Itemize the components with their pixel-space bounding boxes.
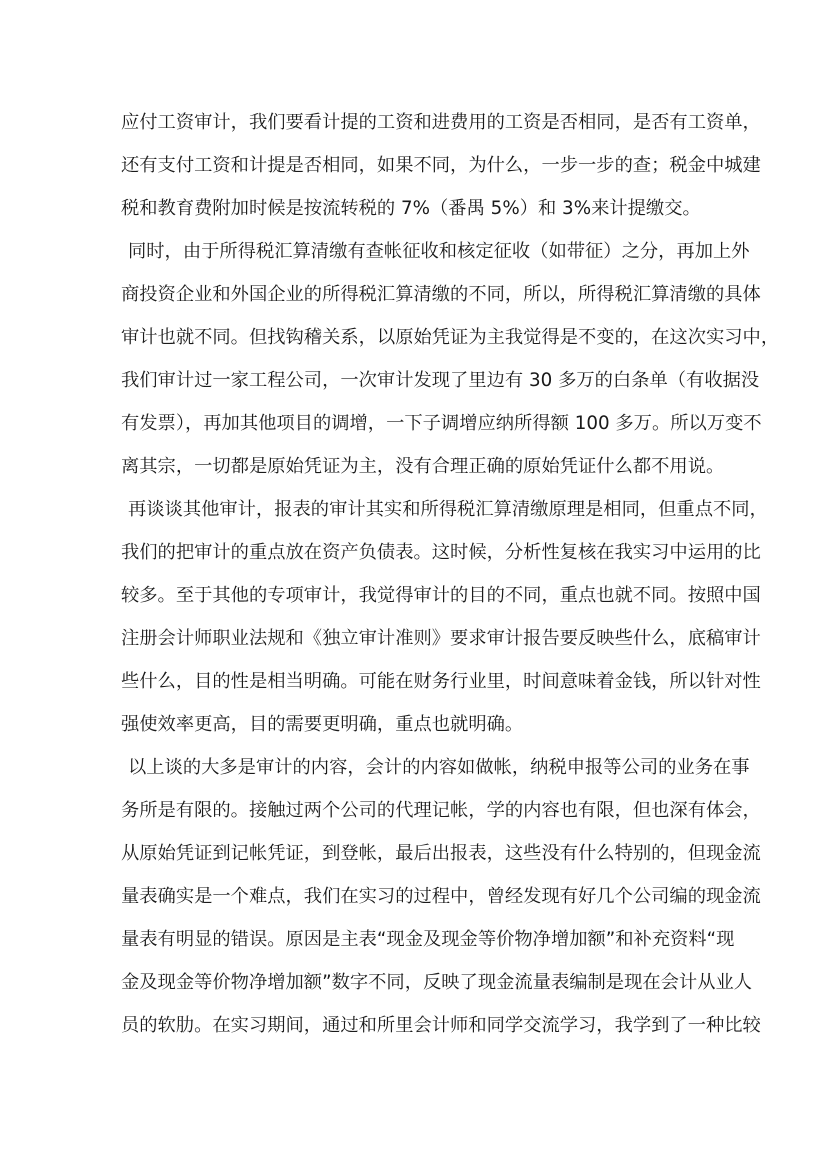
document-body — [121, 101, 780, 1047]
text-line: 从原始凭证到记帐凭证，到登帐，最后出报表，这些没有什么特别的，但现金流 — [121, 843, 761, 864]
text-line: 还有支付工资和计提是否相同，如果不同，为什么，一步一步的查；税金中城建 — [121, 155, 761, 176]
text-line: 应付工资审计，我们要看计提的工资和进费用的工资是否相同，是否有工资单， — [121, 112, 761, 133]
text-line: 员的软肋。在实习期间，通过和所里会计师和同学交流学习，我学到了一种比较 — [121, 1015, 761, 1036]
text-line: 量表有明显的错误。原因是主表“现金及现金等价物净增加额”和补充资料“现 — [121, 929, 735, 950]
paragraph — [121, 488, 768, 746]
paragraph — [121, 230, 780, 488]
text-line: 较多。至于其他的专项审计，我觉得审计的目的不同，重点也就不同。按照中国 — [121, 585, 761, 606]
text-line: 我们的把审计的重点放在资产负债表。这时候，分析性复核在我实习中运用的比 — [121, 542, 761, 563]
text-line: 些什么，目的性是相当明确。可能在财务行业里，时间意味着金钱，所以针对性 — [121, 671, 761, 692]
text-line: 金及现金等价物净增加额”数字不同，反映了现金流量表编制是现在会计从业人 — [121, 972, 753, 993]
paragraph — [121, 746, 761, 1047]
text-line: 税和教育费附加时候是按流转税的 7%（番禺 5%）和 3%来计提缴交。 — [121, 198, 701, 219]
paragraph — [121, 101, 761, 230]
text-line: 我们审计过一家工程公司，一次审计发现了里边有 30 多万的白条单（有收据没 — [121, 370, 760, 391]
text-line: 注册会计师职业法规和《独立审计准则》要求审计报告要反映些什么，底稿审计 — [121, 628, 761, 649]
text-line: 审计也就不同。但找钩稽关系，以原始凭证为主我觉得是不变的，在这次实习中， — [121, 327, 780, 348]
text-line: 再谈谈其他审计，报表的审计其实和所得税汇算清缴原理是相同，但重点不同， — [128, 499, 768, 520]
text-line: 有发票），再加其他项目的调增，一下子调增应纳所得额 100 多万。所以万变不 — [121, 413, 762, 434]
text-line: 离其宗，一切都是原始凭证为主，没有合理正确的原始凭证什么都不用说。 — [121, 456, 725, 477]
text-line: 商投资企业和外国企业的所得税汇算清缴的不同，所以，所得税汇算清缴的具体 — [121, 284, 761, 305]
text-line: 量表确实是一个难点，我们在实习的过程中，曾经发现有好几个公司编的现金流 — [121, 886, 761, 907]
text-line: 以上谈的大多是审计的内容，会计的内容如做帐，纳税申报等公司的业务在事 — [128, 757, 750, 778]
text-line: 同时，由于所得税汇算清缴有查帐征收和核定征收（如带征）之分，再加上外 — [128, 241, 750, 262]
text-line: 强使效率更高，目的需要更明确，重点也就明确。 — [121, 714, 524, 735]
text-line: 务所是有限的。接触过两个公司的代理记帐，学的内容也有限，但也深有体会， — [121, 800, 761, 821]
